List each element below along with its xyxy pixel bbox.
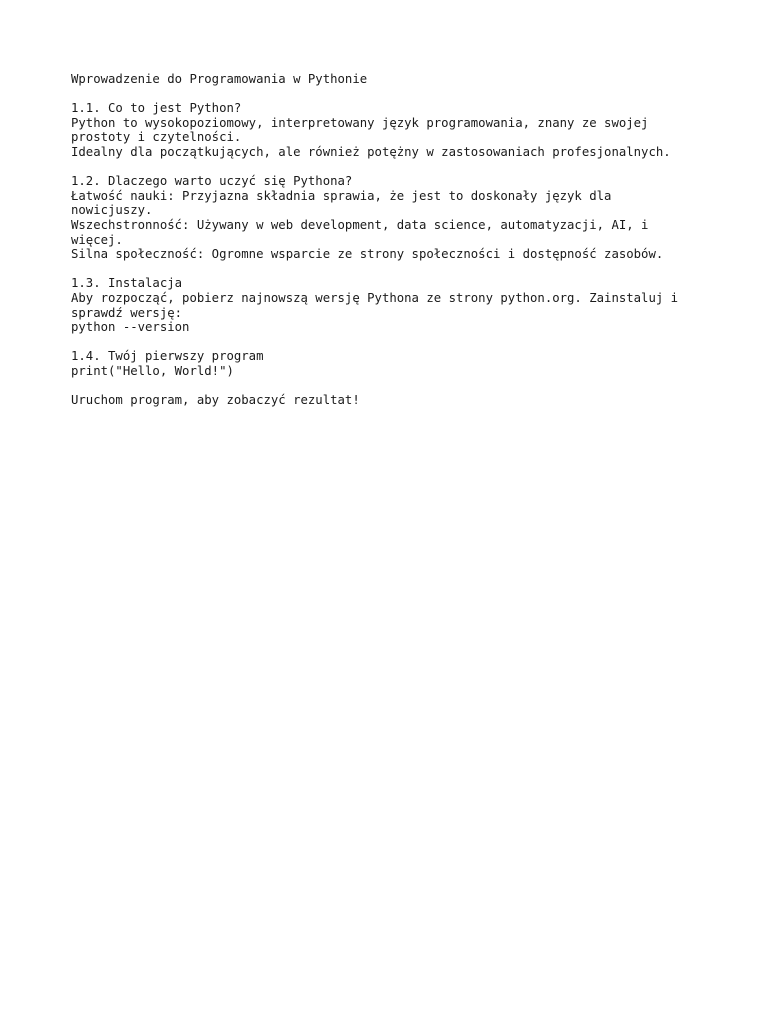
text-line: Aby rozpocząć, pobierz najnowszą wersję Pythona ze strony python.org. Zainstaluj i [71, 290, 679, 305]
spacer [71, 335, 711, 350]
text-line: Wszechstronność: Używany w web development, data science, automatyzacji, AI, i [71, 217, 649, 232]
spacer [71, 87, 711, 102]
closing-line: Uruchom program, aby zobaczyć rezultat! [71, 393, 360, 408]
text-line: więcej. [71, 232, 123, 247]
section-heading-1-2: 1.2. Dlaczego warto uczyć się Pythona? [71, 174, 353, 189]
code-line: print("Hello, World!") [71, 363, 234, 378]
document-page [71, 72, 711, 408]
text-line: Python to wysokopoziomowy, interpretowany język programowania, znany ze swojej [71, 115, 649, 130]
spacer [71, 378, 711, 393]
text-line: prostoty i czytelności. [71, 130, 242, 145]
section-heading-1-3: 1.3. Instalacja [71, 276, 183, 291]
text-line: sprawdź wersję: [71, 305, 183, 320]
document-title: Wprowadzenie do Programowania w Pythonie [71, 72, 368, 86]
text-line: nowicjuszy. [71, 203, 153, 218]
section-heading-1-4: 1.4. Twój pierwszy program [71, 349, 264, 364]
spacer [71, 160, 711, 175]
code-line: python --version [71, 320, 190, 335]
text-line: Idealny dla początkujących, ale również potężny w zastosowaniach profesjonalnych. [71, 144, 671, 159]
section-heading-1-1: 1.1. Co to jest Python? [71, 101, 242, 116]
text-line: Silna społeczność: Ogromne wsparcie ze strony społeczności i dostępność zasobów. [71, 247, 664, 262]
text-line: Łatwość nauki: Przyjazna składnia sprawia, że jest to doskonały język dla [71, 188, 612, 203]
spacer [71, 262, 711, 277]
